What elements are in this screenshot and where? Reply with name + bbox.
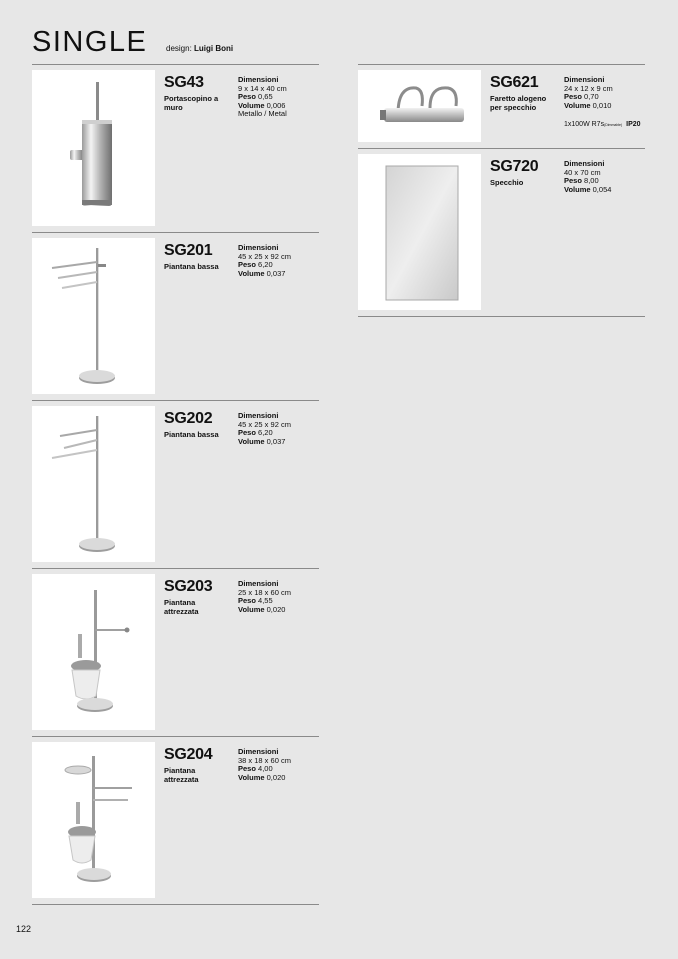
material-note: Metallo / Metal <box>238 109 287 118</box>
dimensions-value: 9 x 14 x 40 cm <box>238 83 287 93</box>
product-code: SG621 <box>490 74 539 91</box>
divider <box>32 232 319 233</box>
volume-value: 0,037 <box>266 436 286 446</box>
designer-credit <box>166 44 233 53</box>
volume-label: Volume <box>238 100 265 110</box>
product-specs <box>238 76 323 119</box>
dimensions-value: 24 x 12 x 9 cm <box>564 83 613 93</box>
volume-label: Volume <box>238 604 265 614</box>
divider <box>32 904 319 905</box>
dimensions-label: Dimensioni <box>238 75 279 84</box>
product-code: SG720 <box>490 158 539 175</box>
product-photo-mirror <box>358 154 481 310</box>
volume-label: Volume <box>564 100 591 110</box>
product-code: SG201 <box>164 242 213 259</box>
product-code: SG43 <box>164 74 204 91</box>
weight-value: 6,20 <box>258 260 273 269</box>
dimensions-label: Dimensioni <box>238 243 279 252</box>
product-name: Piantana attrezzata <box>164 598 199 616</box>
dimensions-value: 38 x 18 x 60 cm <box>238 755 291 765</box>
divider <box>358 316 645 317</box>
weight-value: 0,65 <box>258 92 273 101</box>
divider <box>358 148 645 149</box>
volume-value: 0,006 <box>266 100 286 110</box>
volume-value: 0,020 <box>266 604 286 614</box>
divider <box>32 736 319 737</box>
weight-label: Peso <box>238 260 256 269</box>
lamp-spec <box>564 121 641 128</box>
divider <box>32 64 319 65</box>
weight-value: 4,55 <box>258 596 273 605</box>
volume-value: 0,010 <box>592 100 612 110</box>
weight-value: 4,00 <box>258 764 273 773</box>
ip-rating-badge: IP20 <box>626 121 641 128</box>
product-specs <box>564 76 649 110</box>
dimensions-value: 45 x 25 x 92 cm <box>238 251 291 261</box>
product-specs <box>238 412 323 446</box>
weight-label: Peso <box>564 176 582 185</box>
product-specs <box>238 244 323 278</box>
product-code: SG204 <box>164 746 213 763</box>
weight-label: Peso <box>238 764 256 773</box>
designer-name: Luigi Boni <box>194 44 234 53</box>
product-code: SG202 <box>164 410 213 427</box>
product-photo-towel-stand <box>32 406 155 562</box>
product-name: Specchio <box>490 178 524 187</box>
page-number: 122 <box>16 924 32 934</box>
product-specs <box>564 160 649 194</box>
dimensions-value: 45 x 25 x 92 cm <box>238 419 291 429</box>
dimensions-label: Dimensioni <box>238 411 279 420</box>
product-photo-equipped-stand <box>32 574 155 730</box>
weight-label: Peso <box>238 92 256 101</box>
dimensions-label: Dimensioni <box>238 579 279 588</box>
product-specs <box>238 748 323 782</box>
product-name: Piantana attrezzata <box>164 766 199 784</box>
product-name: Piantana bassa <box>164 262 219 271</box>
divider <box>32 568 319 569</box>
volume-label: Volume <box>238 772 265 782</box>
volume-label: Volume <box>238 436 265 446</box>
volume-value: 0,020 <box>266 772 286 782</box>
product-photo-mirror-light <box>358 70 481 142</box>
dimensions-label: Dimensioni <box>564 159 605 168</box>
dimensions-label: Dimensioni <box>564 75 605 84</box>
weight-value: 6,20 <box>258 428 273 437</box>
product-photo-equipped-stand <box>32 742 155 898</box>
product-code: SG203 <box>164 578 213 595</box>
product-specs <box>238 580 323 614</box>
weight-label: Peso <box>238 428 256 437</box>
dimensions-value: 25 x 18 x 60 cm <box>238 587 291 597</box>
volume-value: 0,037 <box>266 268 286 278</box>
weight-value: 8,00 <box>584 176 599 185</box>
weight-label: Peso <box>238 596 256 605</box>
divider <box>32 400 319 401</box>
lamp-type: 1x100W R7s <box>564 121 605 128</box>
weight-label: Peso <box>564 92 582 101</box>
product-photo-towel-stand <box>32 238 155 394</box>
product-photo-toilet-brush-holder <box>32 70 155 226</box>
product-name: Faretto alogeno per specchio <box>490 94 547 112</box>
product-name: Portascopino a muro <box>164 94 219 112</box>
divider <box>358 64 645 65</box>
weight-value: 0,70 <box>584 92 599 101</box>
catalog-title: SINGLE <box>32 26 148 58</box>
dimensions-label: Dimensioni <box>238 747 279 756</box>
product-name: Piantana bassa <box>164 430 219 439</box>
dimensions-value: 40 x 70 cm <box>564 167 601 177</box>
volume-label: Volume <box>238 268 265 278</box>
designer-prefix: design: <box>166 44 192 53</box>
volume-value: 0,054 <box>592 184 612 194</box>
volume-label: Volume <box>564 184 591 194</box>
lamp-dimmable-note: (Dimmable) <box>604 123 623 127</box>
